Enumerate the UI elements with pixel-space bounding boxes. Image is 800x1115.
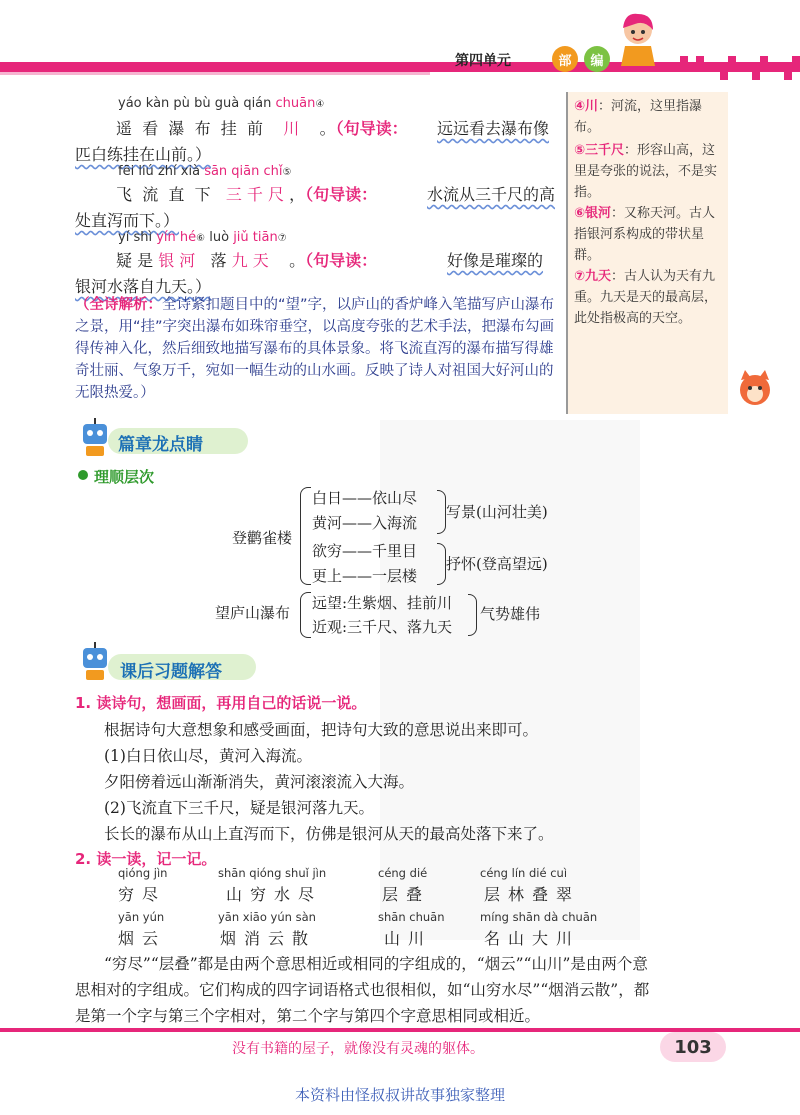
q1-s1: (1)白日依山尽，黄河入海流。 (104, 747, 312, 765)
word6-pinyin: yān xiāo yún sàn (218, 910, 316, 924)
note-4: ④川：河流，这里指瀑布。 (574, 99, 703, 135)
word4: 层林叠翠 (484, 885, 581, 904)
background-watermark (380, 420, 640, 940)
word3-pinyin: céng dié (378, 866, 428, 880)
section1-title: 篇章龙点睛 (118, 435, 203, 455)
poem-line3-guide: 好像是璀璨的银河水落自九天。） (75, 251, 544, 296)
q2-para-line1: “穷尽”“层叠”都是由两个意思相近或相同的字组成的，“烟云”“山川”是由两个意 (104, 955, 648, 973)
word2: 山穷水尽 (226, 885, 323, 904)
badge-bian: 编 (584, 46, 610, 72)
word6: 烟消云散 (220, 929, 317, 948)
tree2-c1: 远望:生紫烟、挂前川 (312, 594, 453, 612)
poem-line1-guide: 远远看去瀑布像匹白练挂在山前。） (75, 119, 550, 164)
section1-subtitle: 理顺层次 (94, 468, 155, 486)
word7-pinyin: shān chuān (378, 910, 445, 924)
tree2-c2: 近观:三千尺、落九天 (312, 618, 453, 636)
word2-pinyin: shān qióng shuǐ jìn (218, 866, 327, 880)
word8-pinyin: míng shān dà chuān (480, 910, 598, 924)
bullet-dot-icon (78, 470, 88, 480)
word5: 烟云 (118, 929, 167, 948)
word4-pinyin: céng lín dié cuì (480, 866, 568, 880)
word5-pinyin: yān yún (118, 910, 165, 924)
tree2-root: 望庐山瀑布 (215, 604, 291, 622)
tree1-a1: 白日——依山尽 (312, 489, 418, 507)
cartoon-girl-icon (615, 10, 661, 68)
poem-line3-pinyin: yí shì yín hé⑥ luò jiǔ tiān⑦ (118, 230, 287, 245)
word8: 名山大川 (484, 929, 581, 948)
tree2-brace-c (468, 594, 477, 636)
word7: 山川 (384, 929, 433, 948)
header-bar-accent (0, 72, 430, 75)
tree1-b2: 更上——一层楼 (312, 567, 418, 585)
q1-a2: 长长的瀑布从山上直泻而下，仿佛是银河从天的最高处落下来了。 (104, 825, 554, 843)
note-5: ⑤三千尺：形容山高，这里是夸张的说法，不是实指。 (574, 143, 718, 200)
footer-motto: 没有书籍的屋子，就像没有灵魂的躯体。 (232, 1041, 484, 1057)
badge-bu: 部 (552, 46, 578, 72)
tree1-a2: 黄河——入海流 (312, 514, 418, 532)
word1: 穷尽 (118, 885, 167, 904)
poem-analysis: （全诗解析：全诗紧扣题目中的“望”字，以庐山的香炉峰入笔描写庐山瀑布之景，用“挂”字突出瀑布如珠帘垂空，以高度夸张的艺术手法，把瀑布勾画得传神入化，然后细致地描写瀑布的具体景象。将飞流直泻的瀑布描写得雄奇壮丽、气象万千，宛如一幅生动的山水画。反映了诗人对祖国大好河山的无限热爱。） (75, 297, 555, 401)
note-7: ⑦九天：古人认为天有九重。九天是天的最高层，此处指极高的天空。 (574, 269, 718, 326)
tree1-b-tag: 抒怀(登高望远) (446, 555, 548, 573)
poem-line2-guide: 水流从三千尺的高处直泻而下。） (75, 185, 556, 230)
unit-label: 第四单元 (455, 53, 511, 69)
tree2-c-tag: 气势雄伟 (480, 605, 541, 623)
robot-icon (78, 418, 112, 458)
poem-line1: 遥 看 瀑 布 挂 前 川 。（句导读： (116, 119, 408, 138)
header-checker-pattern (680, 56, 800, 80)
poem-line2-pinyin: fēi liú zhí xià sān qiān chǐ⑤ (118, 164, 292, 179)
poem-line1-pinyin: yáo kàn pù bù guà qián chuān④ (118, 96, 325, 111)
q1-intro: 根据诗句大意想象和感受画面，把诗句大致的意思说出来即可。 (104, 721, 539, 739)
tree1-b1: 欲穷——千里目 (312, 542, 418, 560)
q1-a1: 夕阳傍着远山渐渐消失，黄河滚滚流入大海。 (104, 773, 415, 791)
q1-title: 1. 读诗句，想画面，再用自己的话说一说。 (75, 694, 367, 712)
q2-para-line3: 是第一个字与第三个字相对，第二个字与第四个字意思相同或相近。 (75, 1007, 541, 1025)
tree2-brace (300, 592, 311, 638)
q2-title: 2. 读一读，记一记。 (75, 850, 217, 868)
tree1-brace-b (437, 543, 446, 585)
poem-line2: 飞 流 直 下 三 千 尺 ，（句导读： (116, 185, 378, 204)
tree1-a-tag: 写景(山河壮美) (446, 503, 548, 521)
tree1-root: 登鹳雀楼 (232, 529, 293, 547)
credit-line: 本资料由怪叔叔讲故事独家整理 (294, 1086, 505, 1104)
word1-pinyin: qióng jìn (118, 866, 168, 880)
tree1-brace-a (437, 490, 446, 534)
poem-line3: 疑 是 银 河 落 九 天 。（句导读： (116, 251, 378, 270)
section2-title: 课后习题解答 (120, 662, 222, 682)
robot-icon-2 (78, 642, 112, 682)
note-6: ⑥银河：又称天河。古人指银河系构成的带状星群。 (574, 206, 716, 263)
word3: 层叠 (382, 885, 431, 904)
q2-para-line2: 思相对的字组成。它们构成的四字词语格式也很相似，如“山穷水尽”“烟消云散”，都 (75, 981, 650, 999)
page-number: 103 (660, 1032, 726, 1062)
fox-mascot-icon (735, 368, 775, 408)
q1-s2: (2)飞流直下三千尺，疑是银河落九天。 (104, 799, 374, 817)
tree1-brace (300, 487, 311, 585)
